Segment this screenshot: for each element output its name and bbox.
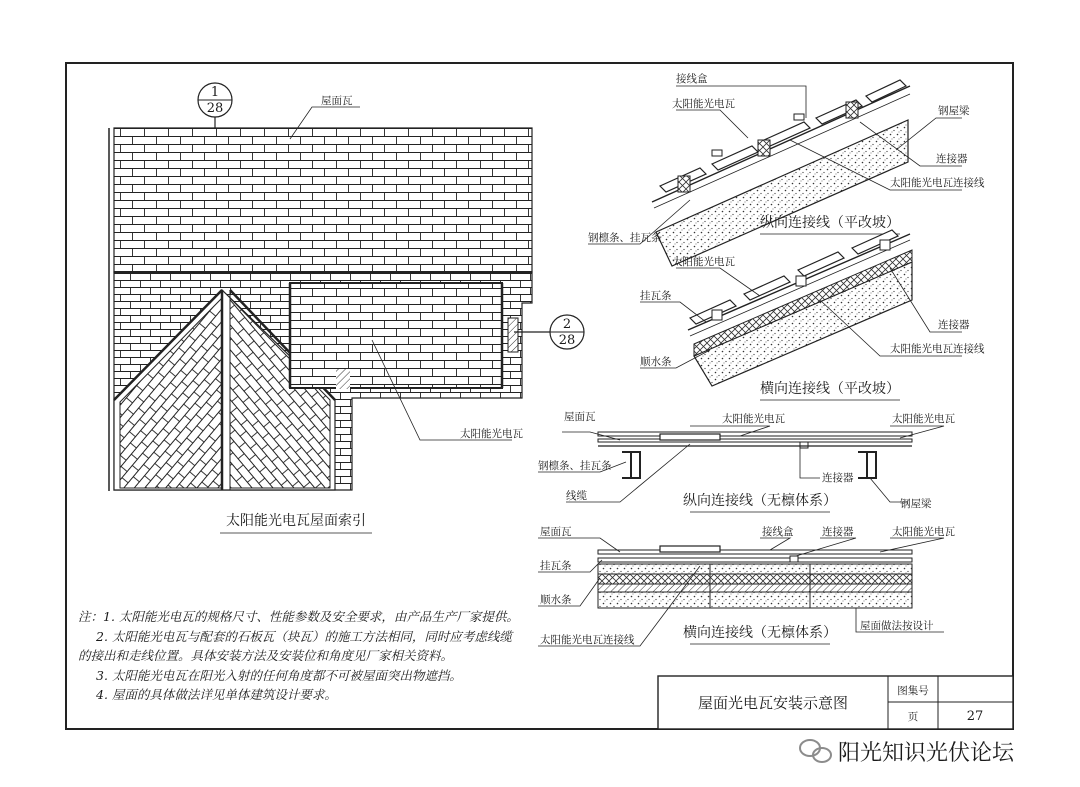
- d3-steel-beam-label: 钢屋梁: [900, 498, 932, 510]
- d1-batten-label: 钢檩条、挂瓦条: [588, 232, 662, 244]
- d4-pv-tile-label: 太阳能光电瓦: [892, 526, 955, 538]
- d2-pv-cable-label: 太阳能光电瓦连接线: [890, 343, 985, 355]
- d3-pv-tile-right-label: 太阳能光电瓦: [892, 413, 955, 425]
- watermark: [800, 740, 1015, 766]
- d2-tile-batten-label: 挂瓦条: [640, 290, 672, 302]
- label-roof-tile: 屋面瓦: [321, 95, 353, 107]
- d1-steel-beam-label: 钢屋梁: [938, 105, 970, 117]
- detail-4-caption: 横向连接线（无檩体系）: [683, 625, 837, 641]
- note-line-2: 2. 太阳能光电瓦与配套的石板瓦（块瓦）的施工方法相同，同时应考虑线缆: [96, 629, 512, 644]
- d4-roof-tile-label: 屋面瓦: [540, 526, 572, 538]
- d3-cable-label: 线缆: [566, 490, 587, 502]
- note-line-3: 的接出和走线位置。具体安装方法及安装位和角度见厂家相关资料。: [78, 648, 454, 663]
- page-label: 页: [907, 711, 919, 723]
- d4-pv-cable-label: 太阳能光电瓦连接线: [540, 634, 635, 646]
- svg-text:2: 2: [562, 317, 572, 332]
- d2-pv-tile-label: 太阳能光电瓦: [672, 256, 735, 268]
- detail-1-caption: 纵向连接线（平改坡）: [760, 215, 900, 231]
- svg-text:28: 28: [206, 101, 224, 116]
- d4-junction-box-label: 接线盒: [762, 526, 794, 538]
- d3-batten-label: 钢檩条、挂瓦条: [538, 460, 612, 472]
- detail-3-drawing: [598, 432, 912, 478]
- d1-pv-cable-label: 太阳能光电瓦连接线: [890, 177, 985, 189]
- d4-connector-label: 连接器: [822, 526, 854, 538]
- roof-upper-area: [114, 128, 532, 272]
- d2-connector-label: 连接器: [938, 319, 970, 331]
- detail-3-caption: 纵向连接线（无檩体系）: [683, 493, 837, 509]
- index-marker-2[interactable]: [514, 315, 584, 349]
- d3-pv-tile-left-label: 太阳能光电瓦: [722, 413, 785, 425]
- detail-4-drawing: [598, 546, 912, 608]
- index-marker-1[interactable]: [198, 83, 232, 128]
- svg-text:1: 1: [210, 85, 220, 100]
- d3-connector-label: 连接器: [822, 472, 854, 484]
- d1-junction-box-label: 接线盒: [676, 73, 708, 85]
- d2-counter-batten-label: 顺水条: [640, 356, 672, 368]
- d4-roof-design-label: 屋面做法按设计: [860, 620, 934, 632]
- note-line-4: 3. 太阳能光电瓦在阳光入射的任何角度都不可被屋面突出物遮挡。: [96, 668, 462, 683]
- d4-counter-batten-label: 顺水条: [540, 594, 572, 606]
- watermark-text: 阳光知识光伏论坛: [838, 741, 1015, 766]
- wechat-icon: [800, 740, 831, 762]
- d1-connector-label: 连接器: [936, 153, 968, 165]
- note-line-1: 注：1. 太阳能光电瓦的规格尺寸、性能参数及安全要求，由产品生产厂家提供。: [78, 609, 519, 624]
- d1-pv-tile-label: 太阳能光电瓦: [672, 98, 735, 110]
- pv-tile-field: [290, 283, 502, 388]
- d4-tile-batten-label: 挂瓦条: [540, 560, 572, 572]
- notes: [78, 609, 519, 702]
- d3-roof-tile-label: 屋面瓦: [564, 411, 596, 423]
- drawing-title: 屋面光电瓦安装示意图: [697, 694, 849, 712]
- detail-2-drawing: [688, 230, 912, 386]
- page-number: 27: [966, 709, 984, 724]
- note-line-5: 4. 屋面的具体做法详见单体建筑设计要求。: [96, 687, 337, 702]
- detail-2-caption: 横向连接线（平改坡）: [760, 381, 900, 397]
- label-pv-tile-plan: 太阳能光电瓦: [460, 428, 523, 440]
- svg-text:28: 28: [558, 333, 576, 348]
- atlas-number-label: 图集号: [897, 685, 929, 697]
- title-block: [658, 676, 1013, 729]
- plan-caption: 太阳能光电瓦屋面索引: [226, 513, 366, 529]
